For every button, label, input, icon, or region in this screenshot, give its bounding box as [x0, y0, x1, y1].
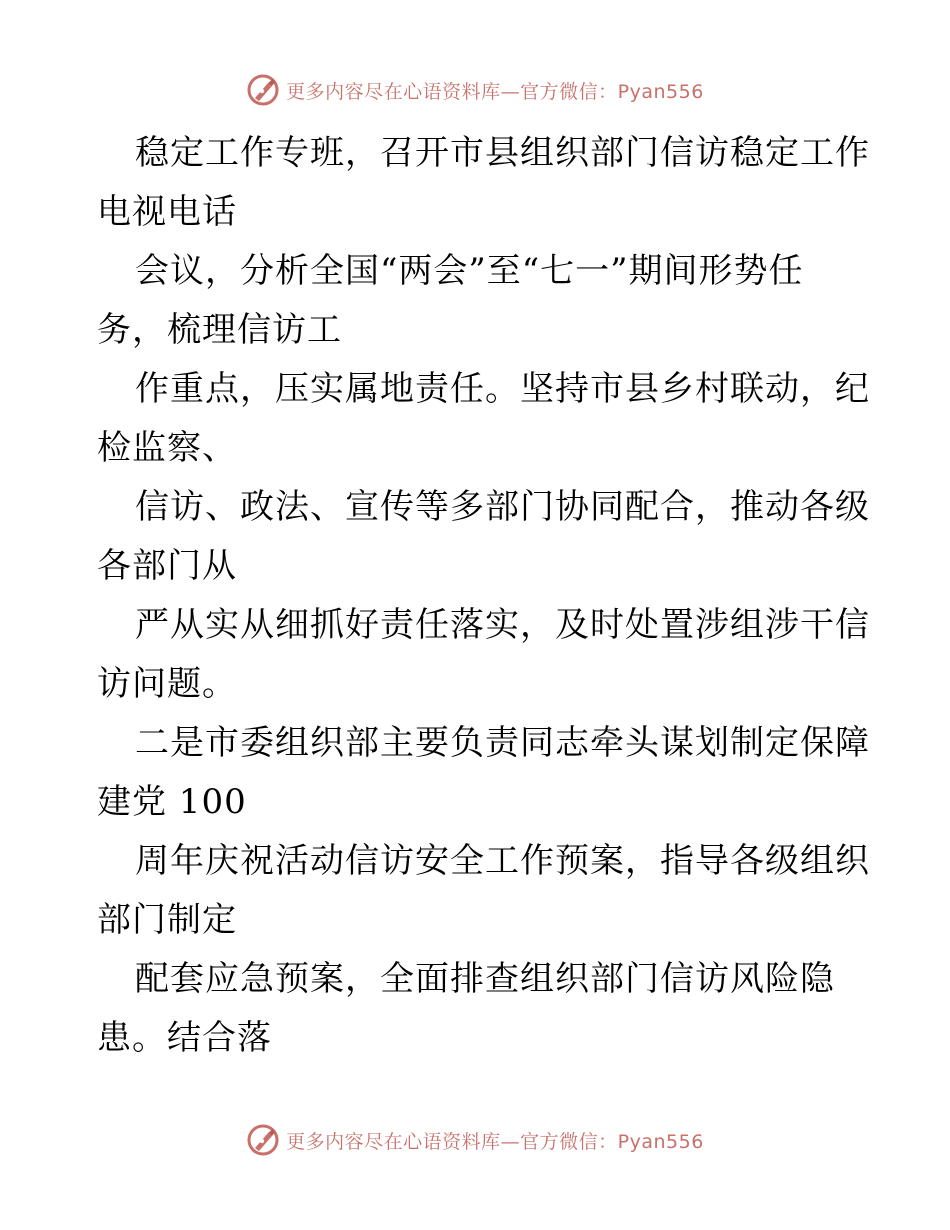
paragraph-8 [97, 950, 857, 1068]
paragraph-line: 务，梳理信访工 [97, 310, 342, 350]
watermark-account: Pyan556 [617, 80, 704, 103]
footer-watermark [0, 1120, 950, 1160]
paragraph-line: 稳定工作专班，召开市县组织部门信访稳定工作 [135, 133, 870, 173]
paragraph-line: 电视电话 [97, 192, 237, 232]
pen-logo-icon [246, 1123, 280, 1157]
paragraph-7 [97, 832, 870, 950]
paragraph-line: 信访、政法、宣传等多部门协同配合，推动各级 [135, 487, 870, 527]
watermark-label: 更多内容尽在心语资料库—官方微信： [286, 1130, 618, 1153]
paragraph-3 [97, 360, 870, 478]
watermark-account: Pyan556 [617, 1130, 704, 1153]
paragraph-line: 访问题。 [97, 664, 237, 704]
watermark-label: 更多内容尽在心语资料库—官方微信： [286, 80, 618, 103]
paragraph-line: 检监察、 [97, 428, 237, 468]
header-watermark [0, 70, 950, 110]
watermark-text [286, 1127, 704, 1154]
paragraph-line: 建党 100 [97, 782, 247, 822]
paragraph-line: 部门制定 [97, 900, 237, 940]
paragraph-1 [97, 124, 870, 242]
paragraph-line: 周年庆祝活动信访安全工作预案，指导各级组织 [135, 841, 870, 881]
paragraph-line: 严从实从细抓好责任落实，及时处置涉组涉干信 [135, 605, 870, 645]
paragraph-line: 患。结合落 [97, 1018, 272, 1058]
paragraph-2 [97, 242, 857, 360]
paragraph-5 [97, 596, 870, 714]
paragraph-line: 二是市委组织部主要负责同志牵头谋划制定保障 [135, 723, 870, 763]
paragraph-4 [97, 478, 870, 596]
paragraph-line: 作重点，压实属地责任。坚持市县乡村联动，纪 [135, 369, 870, 409]
document-body [97, 124, 870, 1068]
pen-logo-icon [246, 73, 280, 107]
paragraph-6 [97, 714, 870, 832]
watermark-text [286, 77, 704, 104]
paragraph-line: 会议，分析全国“两会”至“七一”期间形势任 [135, 251, 804, 291]
paragraph-line: 各部门从 [97, 546, 237, 586]
paragraph-line: 配套应急预案，全面排查组织部门信访风险隐 [135, 959, 835, 999]
